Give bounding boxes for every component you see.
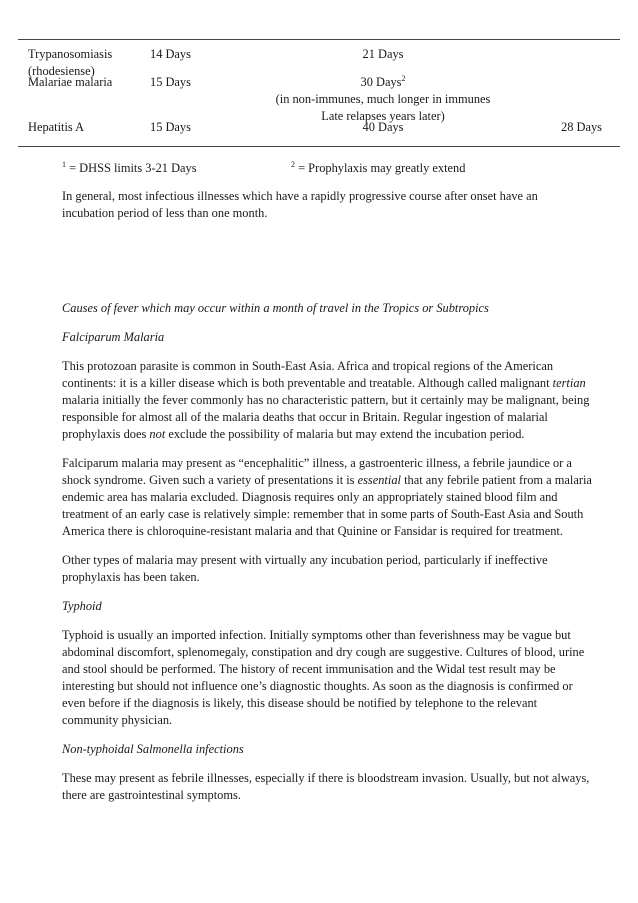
disease-name: Trypanosomiasis <box>28 47 113 61</box>
subsection-heading: Falciparum Malaria <box>62 330 165 344</box>
intro-paragraph: In general, most infectious illnesses which have a rapidly progressive course after onset have an incubation period of less than one month. <box>62 189 538 220</box>
table-row <box>18 74 620 125</box>
table-bottom-rule <box>18 146 620 147</box>
subsection-heading: Non-typhoidal Salmonella infections <box>62 742 244 756</box>
footnotes <box>62 160 592 177</box>
footnote-ref: 2 <box>401 73 406 83</box>
disease-name-cont: (rhodesiense) <box>28 64 95 78</box>
typical-days: 30 Days <box>360 75 402 89</box>
min-days: 15 Days <box>150 75 191 89</box>
typical-note: (in non-immunes, much longer in immunes <box>275 92 491 106</box>
max-days: 28 Days <box>561 120 602 134</box>
table-row <box>18 119 620 136</box>
paragraph: Other types of malaria may present with virtually any incubation period, particularly if ineffective prophylaxis has been taken. <box>62 553 548 584</box>
spacer <box>62 234 592 300</box>
disease-name: Hepatitis A <box>28 120 85 134</box>
min-days: 14 Days <box>150 47 191 61</box>
typical-note: Late relapses years later) <box>321 109 445 123</box>
section-heading: Causes of fever which may occur within a month of travel in the Tropics or Subtropics <box>62 301 489 315</box>
paragraph: These may present as febrile illnesses, especially if there is bloodstream invasion. Usually, but not always, there are gastrointestinal symptoms. <box>62 771 590 802</box>
min-days: 15 Days <box>150 120 191 134</box>
paragraph: This protozoan parasite is common in South-East Asia. Africa and tropical regions of the American continents: it is a killer disease which is both preventable and treatable. Although called malignant tertian malaria initially the fever commonly has no characteristic pattern, but it certainly may be malignant, being responsible for almost all of the malaria deaths that occur in Britain. Regular ingestion of malarial prophylaxis does not exclude the possibility of malaria but may extend the incubation period. <box>62 359 590 441</box>
typical-days: 40 Days <box>362 120 404 134</box>
paragraph: Typhoid is usually an imported infection. Initially symptoms other than feverishness may be vague but abdominal discomfort, splenomegaly, constipation and dry cough are suggestive. Cultures of blood, urine and stool should be performed. The history of recent immunisation and the Widal test result may be interesting but should not influence one’s diagnostic thoughts. As soon as the diagnosis is confirmed or even before if the diagnosis is likely, this disease should be notified by telephone to the relevant community physician. <box>62 628 585 727</box>
subsection-heading: Typhoid <box>62 599 102 613</box>
table-top-rule <box>18 39 620 40</box>
typical-days: 21 Days <box>362 47 404 61</box>
document-body <box>62 188 592 816</box>
footnote-2: $^2$ = Prophylaxis may greatly extend <box>291 159 466 175</box>
footnote-1: $^1$ = DHSS limits 3-21 Days <box>62 159 197 175</box>
disease-name: Malariae malaria <box>28 75 113 89</box>
paragraph: Falciparum malaria may present as “encephalitic” illness, a gastroenteric illness, a febrile jaundice or a shock syndrome. Given such a variety of presentations it is essential that any febrile patient from a malaria endemic area has malaria excluded. Diagnosis requires only an appropriately stained blood film and treatment of an early case is relatively simple: remember that in some parts of South-East Asia and South America there is chloroquine-resistant malaria and that Quinine or Fansidar is required for treatment. <box>62 456 592 538</box>
